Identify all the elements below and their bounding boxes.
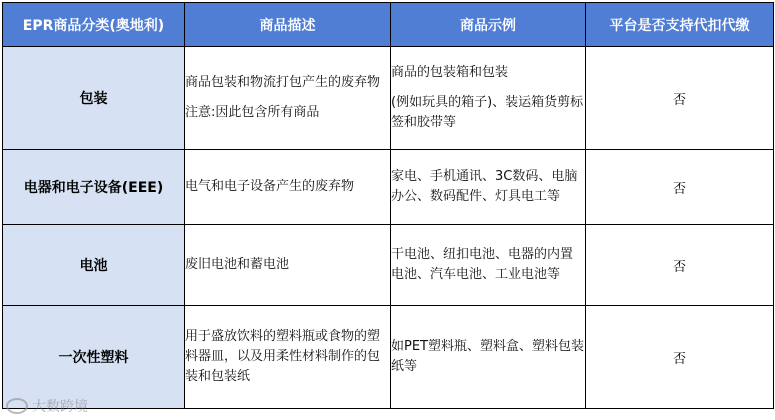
watermark (6, 396, 88, 416)
description-cell (185, 225, 391, 306)
support-cell: 否 (586, 225, 774, 306)
category-cell: 一次性塑料 (3, 306, 185, 409)
table-row (3, 306, 774, 409)
header-category: EPR商品分类(奥地利) (3, 3, 185, 47)
description-cell (185, 150, 391, 225)
header-examples: 商品示例 (391, 3, 586, 47)
description-text: 商品包装和物流打包产生的废弃物 (185, 75, 381, 90)
examples-cell (391, 225, 586, 306)
examples-text: 如PET塑料瓶、塑料盒、塑料包装纸等 (391, 339, 584, 374)
table-row (3, 225, 774, 306)
header-description: 商品描述 (185, 3, 391, 47)
support-cell: 否 (586, 306, 774, 409)
table-row (3, 150, 774, 225)
description-text: 电气和电子设备产生的废弃物 (185, 179, 355, 194)
watermark-logo-icon (6, 398, 28, 414)
table-row (3, 47, 774, 150)
epr-category-table (2, 2, 774, 409)
examples-text: 商品的包装箱和包装 (391, 65, 509, 80)
description-cell (185, 306, 391, 409)
description-text: 用于盛放饮料的塑料瓶或食物的塑料器皿，以及用柔性材料制作的包装和包装纸 (185, 329, 381, 384)
examples-cell (391, 150, 586, 225)
header-row (3, 3, 774, 47)
category-cell: 电池 (3, 225, 185, 306)
examples-text: 干电池、纽扣电池、电器的内置电池、汽车电池、工业电池等 (391, 247, 574, 282)
support-cell: 否 (586, 47, 774, 150)
examples-cell (391, 306, 586, 409)
category-cell: 包装 (3, 47, 185, 150)
category-cell: 电器和电子设备(EEE) (3, 150, 185, 225)
support-cell: 否 (586, 150, 774, 225)
description-note: 注意:因此包含所有商品 (185, 105, 320, 120)
examples-text: (例如玩具的箱子)、装运箱货剪标签和胶带等 (391, 95, 584, 130)
header-platform-support: 平台是否支持代扣代缴 (586, 3, 774, 47)
description-text: 废旧电池和蓄电池 (185, 257, 290, 272)
examples-cell (391, 47, 586, 150)
description-cell (185, 47, 391, 150)
examples-text: 家电、手机通讯、3C数码、电脑办公、数码配件、灯具电工等 (391, 169, 578, 204)
watermark-text: 大数跨境 (32, 399, 88, 415)
